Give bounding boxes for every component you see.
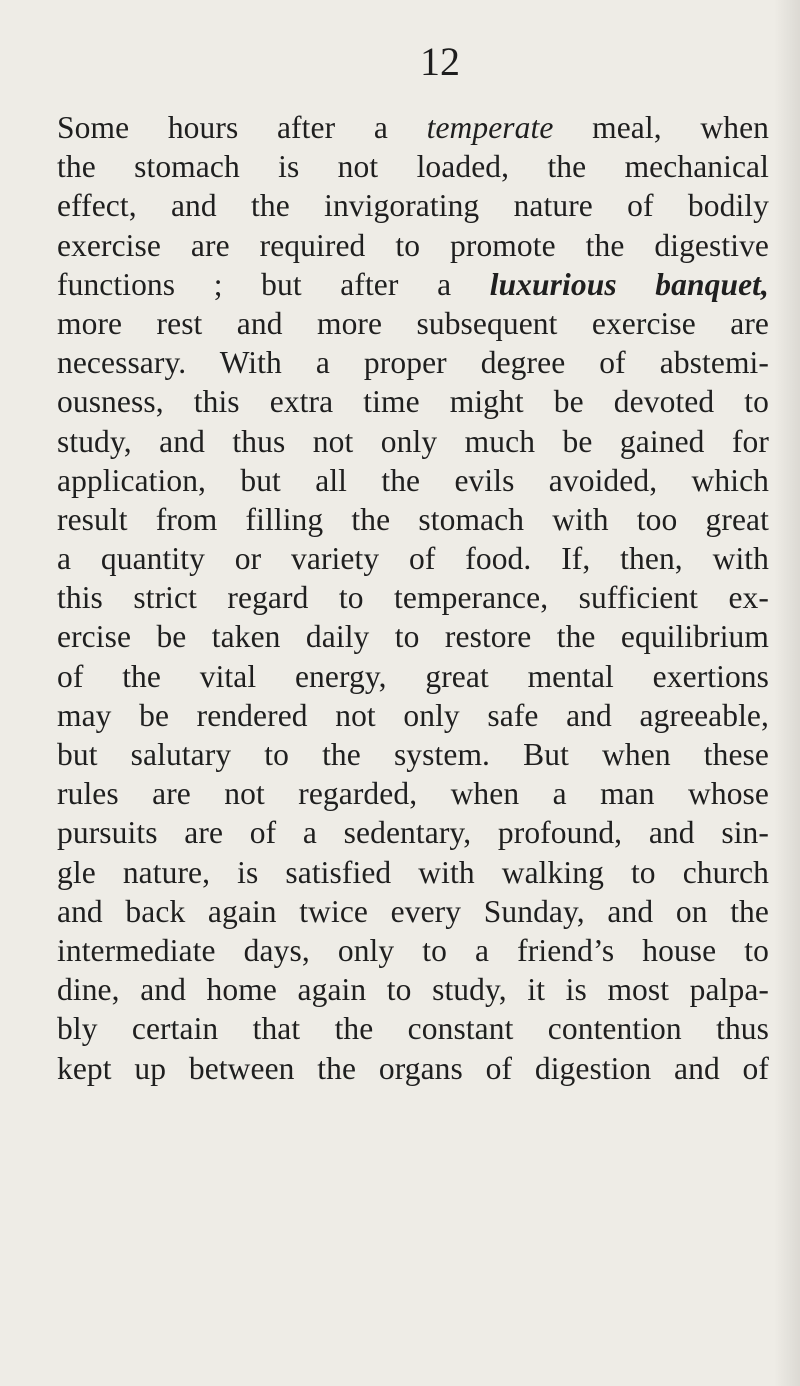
text-line: necessary. With a proper degree of abstemi- [57,345,769,381]
text-line: exercise are required to promote the digestive [57,227,769,263]
text-line: bly certain that the constant contention thus [57,1011,769,1047]
text-line: and back again twice every Sunday, and on the [57,893,769,929]
text-line: of the vital energy, great mental exertions [57,658,769,694]
text-line: pursuits are of a sedentary, profound, and sin- [57,815,769,851]
text-line: a quantity or variety of food. If, then, with [57,541,769,577]
text-line: gle nature, is satisfied with walking to church [57,854,769,890]
text-line: more rest and more subsequent exercise are [57,305,769,341]
text-line: intermediate days, only to a friend’s house to [57,932,769,968]
text-line: but salutary to the system. But when these [57,737,769,772]
text-line: functions ; but after a luxurious banquet, [57,266,769,302]
text-line: application, but all the evils avoided, which [57,462,769,498]
body-paragraph [57,108,769,1088]
text-line: ercise be taken daily to restore the equilibrium [57,619,769,655]
text-line: Some hours after a temperate meal, when [57,110,770,145]
page-number: 12 [420,39,460,84]
text-line: kept up between the organs of digestion and of [57,1050,769,1086]
text-line: ousness, this extra time might be devoted to [57,384,769,420]
text-line: study, and thus not only much be gained for [57,423,769,459]
text-line: dine, and home again to study, it is most palpa- [57,972,769,1008]
text-line: rules are not regarded, when a man whose [57,776,769,812]
text-line: the stomach is not loaded, the mechanical [57,149,769,185]
page-edge-shadow [774,0,800,1386]
text-line: result from filling the stomach with too great [57,501,769,537]
text-line: this strict regard to temperance, sufficient ex- [57,580,769,616]
text-line: effect, and the invigorating nature of bodily [57,188,769,224]
text-line: may be rendered not only safe and agreeable, [57,697,769,733]
